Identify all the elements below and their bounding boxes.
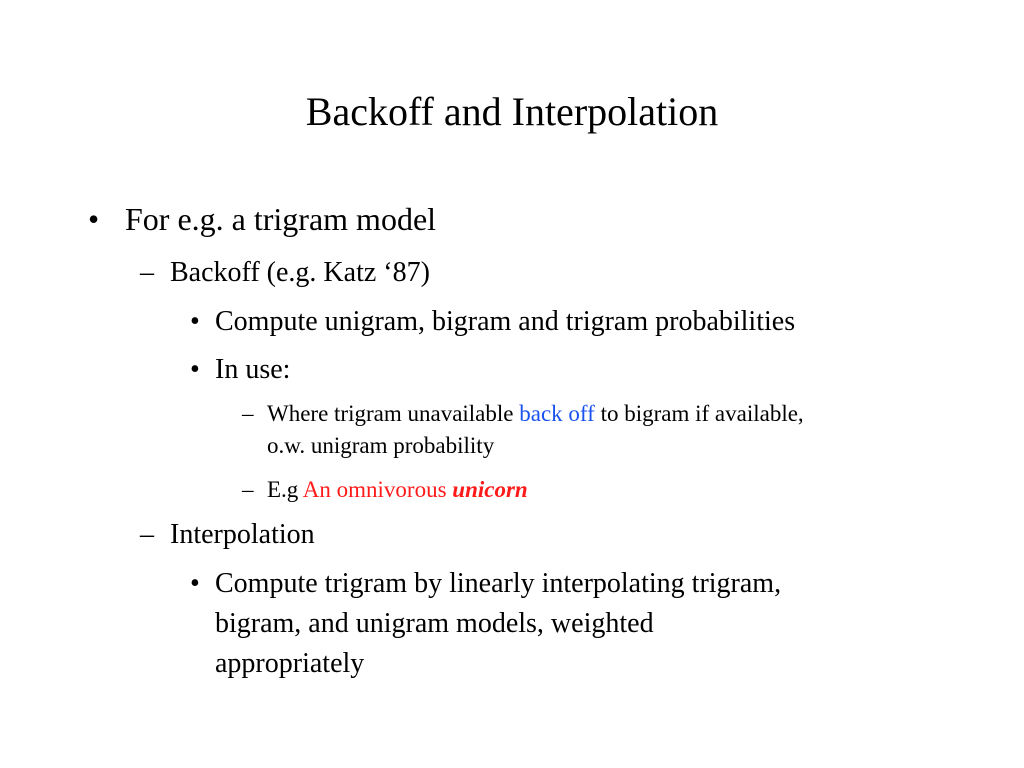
dash-marker: –: [140, 519, 154, 550]
highlighted-term: back off: [519, 401, 595, 426]
text-segment: to bigram if available,: [594, 401, 804, 426]
bullet-text: Backoff (e.g. Katz ‘87): [170, 257, 430, 288]
dash-marker: –: [242, 477, 254, 502]
bullet-marker: •: [88, 201, 100, 237]
slide-title: Backoff and Interpolation: [305, 89, 719, 134]
dash-marker: –: [140, 257, 154, 288]
bullet-text-line1: [267, 398, 804, 430]
text-segment: E.g: [267, 477, 303, 502]
example-phrase: An omnivorous: [302, 477, 453, 502]
bullet-text: In use:: [215, 354, 291, 385]
bullet-text-line2: o.w. unigram probability: [267, 433, 495, 458]
bullet-text: Interpolation: [170, 519, 315, 550]
dash-marker: –: [242, 401, 254, 426]
bullet-text-line3: appropriately: [215, 648, 365, 679]
bullet-marker: •: [190, 568, 200, 599]
bullet-text: [267, 474, 528, 506]
emphasized-word: unicorn: [452, 477, 528, 502]
bullet-text-line1: Compute trigram by linearly interpolating trigram,: [215, 568, 782, 599]
bullet-text-line2: bigram, and unigram models, weighted: [215, 608, 654, 639]
bullet-marker: •: [190, 306, 200, 337]
bullet-text: For e.g. a trigram model: [125, 201, 437, 237]
bullet-marker: •: [190, 354, 200, 385]
bullet-text: Compute unigram, bigram and trigram probabilities: [215, 306, 796, 337]
text-segment: Where trigram unavailable: [267, 401, 520, 426]
